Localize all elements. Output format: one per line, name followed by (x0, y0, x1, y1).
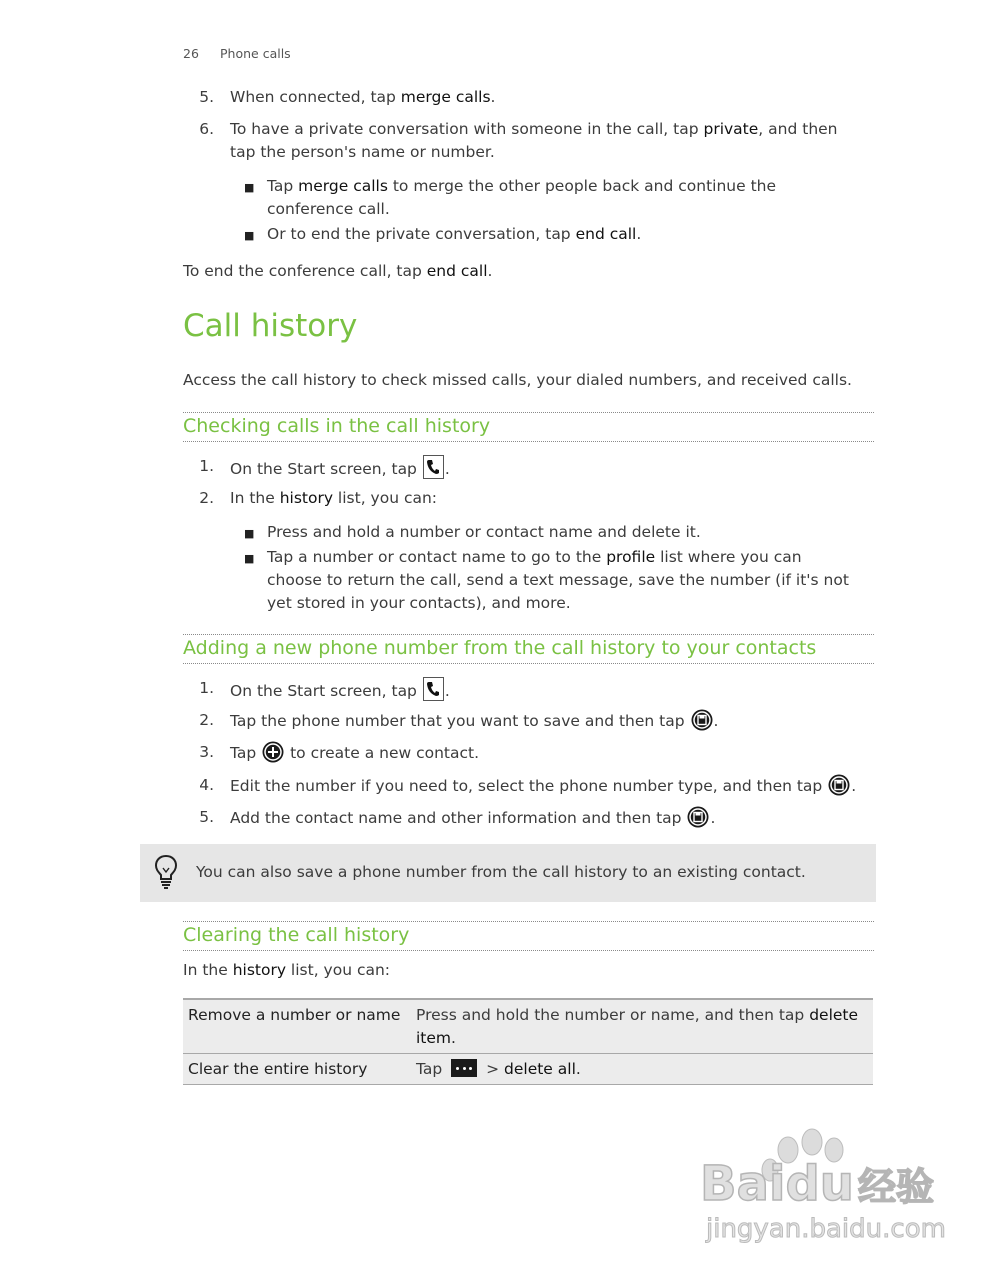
save-icon (687, 806, 709, 828)
step-text: to create a new contact. (285, 744, 480, 762)
cell-text: . (575, 1060, 581, 1078)
subsection-heading-clearing (183, 921, 874, 951)
bullet-marker: ■ (244, 229, 255, 242)
watermark-url: jingyan.baidu.com (706, 1214, 946, 1244)
step-text: In the (230, 489, 280, 507)
step-number: 3. (199, 743, 214, 761)
subsection-heading-adding (183, 634, 874, 664)
table-cell (411, 999, 873, 1054)
bullet-text: choose to return the call, send a text message, save the number (if it's not (267, 571, 849, 589)
step-number: 4. (199, 776, 214, 794)
section-intro: Access the call history to check missed calls, your dialed numbers, and received calls. (183, 371, 852, 389)
ui-term: merge calls (298, 177, 388, 195)
step-text: . (710, 809, 716, 827)
add-icon (262, 741, 284, 763)
phone-icon (423, 677, 444, 701)
more-icon (451, 1059, 477, 1077)
paragraph-text: To end the conference call, tap (183, 262, 427, 280)
ui-term: profile (606, 548, 656, 566)
step-number: 1. (199, 457, 214, 475)
bullet-text: list where you can (655, 548, 802, 566)
baidu-watermark (700, 1128, 946, 1252)
step-text: . (444, 460, 450, 478)
end-conference-paragraph (183, 260, 492, 283)
table-cell: Remove a number or name (183, 999, 411, 1054)
step-text: On the Start screen, tap (230, 460, 422, 478)
bullet-text: yet stored in your contacts), and more. (267, 594, 571, 612)
bullet-text: Tap (267, 177, 299, 195)
table-cell (411, 1054, 873, 1085)
running-section-title: Phone calls (220, 46, 291, 61)
phone-icon (423, 455, 444, 479)
ui-term: history (279, 489, 333, 507)
step-text: . (490, 88, 496, 106)
step-text: . (713, 712, 719, 730)
step-number: 5. (199, 808, 214, 826)
watermark-cn-text: 经验 (857, 1165, 934, 1209)
page-header (183, 46, 291, 61)
bullet-text: to merge the other people back and continue the (387, 177, 777, 195)
watermark-brand (700, 1156, 934, 1212)
ui-term: delete all (504, 1060, 576, 1078)
ui-term: end call (426, 262, 488, 280)
step-number: 1. (199, 679, 214, 697)
save-icon (828, 774, 850, 796)
step-text: To have a private conversation with someone in the call, tap (230, 120, 704, 138)
tip-text: You can also save a phone number from the call history to an existing contact. (196, 863, 806, 881)
paragraph-text: list, you can: (286, 961, 391, 979)
subsection-heading-checking (183, 412, 874, 442)
bullet-marker: ■ (244, 181, 255, 194)
ui-term: delete (809, 1006, 859, 1024)
table-row (183, 1054, 873, 1085)
tip-box (140, 844, 876, 902)
lightbulb-icon (154, 854, 178, 890)
step-text: . (851, 777, 857, 795)
ui-term: end call (575, 225, 637, 243)
cell-text: Tap (416, 1060, 448, 1078)
ui-term: item (416, 1029, 452, 1047)
ui-term: merge calls (400, 88, 491, 106)
step-text: Tap (230, 744, 262, 762)
clear-history-table (183, 998, 873, 1085)
bullet-marker: ■ (244, 552, 255, 565)
watermark-brand-text2: du (785, 1156, 854, 1212)
save-icon (691, 709, 713, 731)
step-number: 2. (199, 489, 214, 507)
step-text: On the Start screen, tap (230, 682, 422, 700)
table-cell: Clear the entire history (183, 1054, 411, 1085)
paragraph-text: . (487, 262, 493, 280)
bullet-text: Or to end the private conversation, tap (267, 225, 576, 243)
step-text: Add the contact name and other information and then tap (230, 809, 687, 827)
step-text: tap the person's name or number. (230, 143, 495, 161)
bullet-text: . (636, 225, 642, 243)
bullet-text: conference call. (267, 200, 390, 218)
step-number: 6. (199, 120, 214, 138)
bullet-text: Press and hold a number or contact name and delete it. (267, 523, 701, 541)
bullet-text: Tap a number or contact name to go to the (267, 548, 607, 566)
step-text: list, you can: (333, 489, 438, 507)
step-text: Tap the phone number that you want to save and then tap (230, 712, 690, 730)
step-text: . (444, 682, 450, 700)
step-number: 2. (199, 711, 214, 729)
section-title: Call history (183, 308, 358, 344)
clearing-intro (183, 959, 390, 982)
ui-term: private (703, 120, 759, 138)
subsection-title: Adding a new phone number from the call history to your contacts (183, 637, 817, 659)
subsection-title: Clearing the call history (183, 924, 410, 946)
page-number: 26 (183, 46, 199, 61)
bullet-marker: ■ (244, 527, 255, 540)
ui-term: history (232, 961, 286, 979)
cell-text: . (451, 1029, 456, 1047)
cell-text: > (481, 1060, 505, 1078)
watermark-brand-text: Bai (700, 1156, 786, 1212)
table-row (183, 999, 873, 1054)
step-text: , and then (758, 120, 838, 138)
step-number: 5. (199, 88, 214, 106)
subsection-title: Checking calls in the call history (183, 415, 491, 437)
cell-text: Press and hold the number or name, and then tap (416, 1006, 810, 1024)
step-text: Edit the number if you need to, select the phone number type, and then tap (230, 777, 828, 795)
step-text: When connected, tap (230, 88, 401, 106)
paragraph-text: In the (183, 961, 233, 979)
